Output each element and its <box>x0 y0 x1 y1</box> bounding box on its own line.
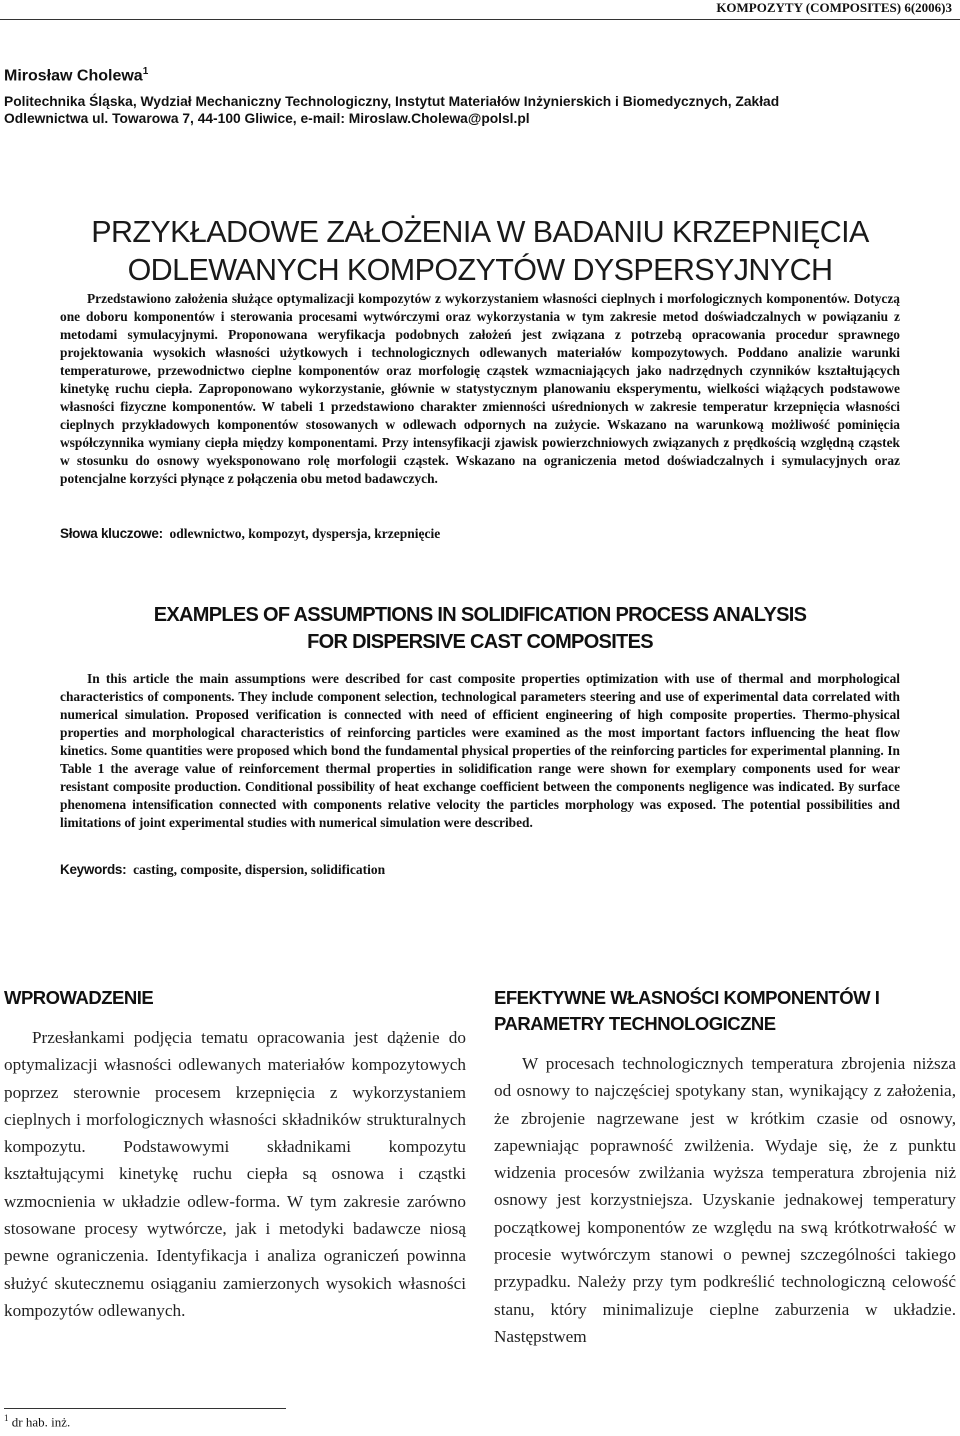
section-title-properties: EFEKTYWNE WŁASNOŚCI KOMPONENTÓW I PARAMETRY TECHNOLOGICZNE <box>494 987 880 1034</box>
section-body-introduction-text: Przesłankami podjęcia tematu opracowania jest dążenie do optymalizacji własności odlewanych materiałów kompozytowych poprzez sterownie procesem krzepnięcia z wykorzystaniem cieplnych i morfologicznych własności składników strukturalnych kompozytu. Podstawowymi składnikami kompozytu kształtującymi kinetykę ruchu ciepła są osnowa i cząstki wzmocnienia w układzie odlew-forma. W tym zakresie zarówno stosowane procesy wytwórcze, jak i metodyki badawcze niosą pewne ograniczenia. Identyfikacja i analiza ograniczeń powinna służyć skutecznemu osiąganiu zamierzonych wysokich własności kompozytów odlewanych. <box>4 1028 466 1320</box>
author-name-text: Mirosław Cholewa <box>4 67 143 85</box>
section-body-properties <box>494 1050 956 1350</box>
polish-keywords-label: Słowa kluczowe: <box>60 526 163 541</box>
english-keywords <box>60 862 385 878</box>
footnote-rule <box>4 1408 286 1409</box>
section-body-introduction <box>4 1024 466 1324</box>
footnote <box>4 1413 70 1430</box>
section-title-introduction: WPROWADZENIE <box>4 987 154 1008</box>
english-keywords-value: casting, composite, dispersion, solidification <box>133 862 386 877</box>
header-rule <box>0 19 960 20</box>
english-title-line2: FOR DISPERSIVE CAST COMPOSITES <box>307 631 653 653</box>
english-keywords-label: Keywords: <box>60 862 127 877</box>
polish-keywords <box>60 526 440 542</box>
polish-abstract-text: Przedstawiono założenia służące optymalizacji kompozytów z wykorzystaniem własności cieplnych i morfologicznych komponentów. Dotyczą one doboru komponentów i sterowania procesami wytwórczymi oraz wykorzystania w tym zakresie metod doświadczalnych w powiązaniu z metodami symulacyjnymi. Proponowana weryfikacja podobnych założeń jest związana z potrzebą opracowania procedur sprawnego projektowania wysokich własności użytkowych i technologicznych odlewanych materiałów kompozytowych. Poddano analizie warunki temperaturowe, przewodnictwo cieplne komponentów oraz morfologię cząstek wzmacniających jako nadrzędnych czynników kształtujących kinetykę ruchu ciepła. Zaproponowano wykorzystanie, głównie w statystycznym planowaniu eksperymentu, wielkości wiążących podstawowe własności fizyczne komponentów. W tabeli 1 przedstawiono charakter zmienności uśrednionych w zakresie temperatur krzepnięcia własności cieplnych przykładowych komponentów stosowanych w odlewach odpornych na zużycie. Wskazano na warunkową możliwość pominięcia współczynnika wymiany ciepła między komponentami. Przy intensyfikacji zjawisk powierzchniowych związanych z prędkością względną cząstek w stosunku do osnowy wyeksponowano rolę morfologii cząstek. Wskazano na ograniczenia metod doświadczalnych i symulacyjnych oraz potencjalne korzyści płynące z połączenia obu metod badawczych. <box>60 291 900 486</box>
english-title <box>0 602 960 656</box>
footnote-text: dr hab. inż. <box>11 1414 71 1430</box>
author-footnote-mark: 1 <box>142 66 149 77</box>
author-name <box>4 66 148 85</box>
polish-title <box>0 213 960 289</box>
author-affiliation: Politechnika Śląska, Wydział Mechaniczny Technologiczny, Instytut Materiałów Inżynierskich i Biomedycznych, Zakład Odlewnictwa ul. Towarowa 7, 44-100 Gliwice, e-mail: Miroslaw.Cholewa@polsl.pl <box>4 94 780 126</box>
polish-title-line1: PRZYKŁADOWE ZAŁOŻENIA W BADANIU KRZEPNIĘCIA <box>91 215 869 249</box>
polish-title-line2: ODLEWANYCH KOMPOZYTÓW DYSPERSYJNYCH <box>127 253 833 287</box>
english-title-line1: EXAMPLES OF ASSUMPTIONS IN SOLIDIFICATION PROCESS ANALYSIS <box>153 604 807 626</box>
footnote-mark: 1 <box>4 1413 9 1423</box>
english-abstract <box>60 670 900 832</box>
polish-keywords-value: odlewnictwo, kompozyt, dyspersja, krzepnięcie <box>169 526 441 541</box>
polish-abstract <box>60 290 900 488</box>
english-abstract-text: In this article the main assumptions were described for cast composite properties optimization with use of thermal and morphological characteristics of components. They include component selection, technological parameters steering and use of experimental data correlated with numerical simulation. Proposed verification is connected with need of efficient engineering of high composite properties. Thermo-physical properties and morphological characteristics of reinforcing particles were examined as the most important factors influencing the heat flow kinetics. Some quantities were proposed which bond the fundamental physical properties of the reinforcing particles for experimental planning. In Table 1 the average value of reinforcement thermal properties in solidification range were shown for exemplary components used for wear resistant composite production. Conditional possibility of heat exchange coefficient between the components negligence was indicated. By surface phenomena intensification connected with components relative velocity the particles morphology was exposed. The potential possibilities and limitations of joint experimental studies with numerical simulation were described. <box>60 671 900 830</box>
section-body-properties-text: W procesach technologicznych temperatura zbrojenia niższa od osnowy to najczęściej spotykany stan, wynikający z założenia, że zbrojenie nagrzewane jest w krótkim czasie od osnowy, zapewniając poprawność zwilżenia. Wydaje się, że z punktu widzenia procesów zwilżania wyższa temperatura zbrojenia niż osnowy jest korzystniejsza. Uzyskanie jednakowej temperatury początkowej komponentów ze względu na swą krótkotrwałość w procesie wytwórczym stanowi o pewnej szczególności takiego przypadku. Należy przy tym podkreślić technologiczną celowość stanu, który minimalizuje cieplne zaburzenia w układzie. Następstwem <box>494 1054 956 1346</box>
journal-header: KOMPOZYTY (COMPOSITES) 6(2006)3 <box>716 0 952 15</box>
